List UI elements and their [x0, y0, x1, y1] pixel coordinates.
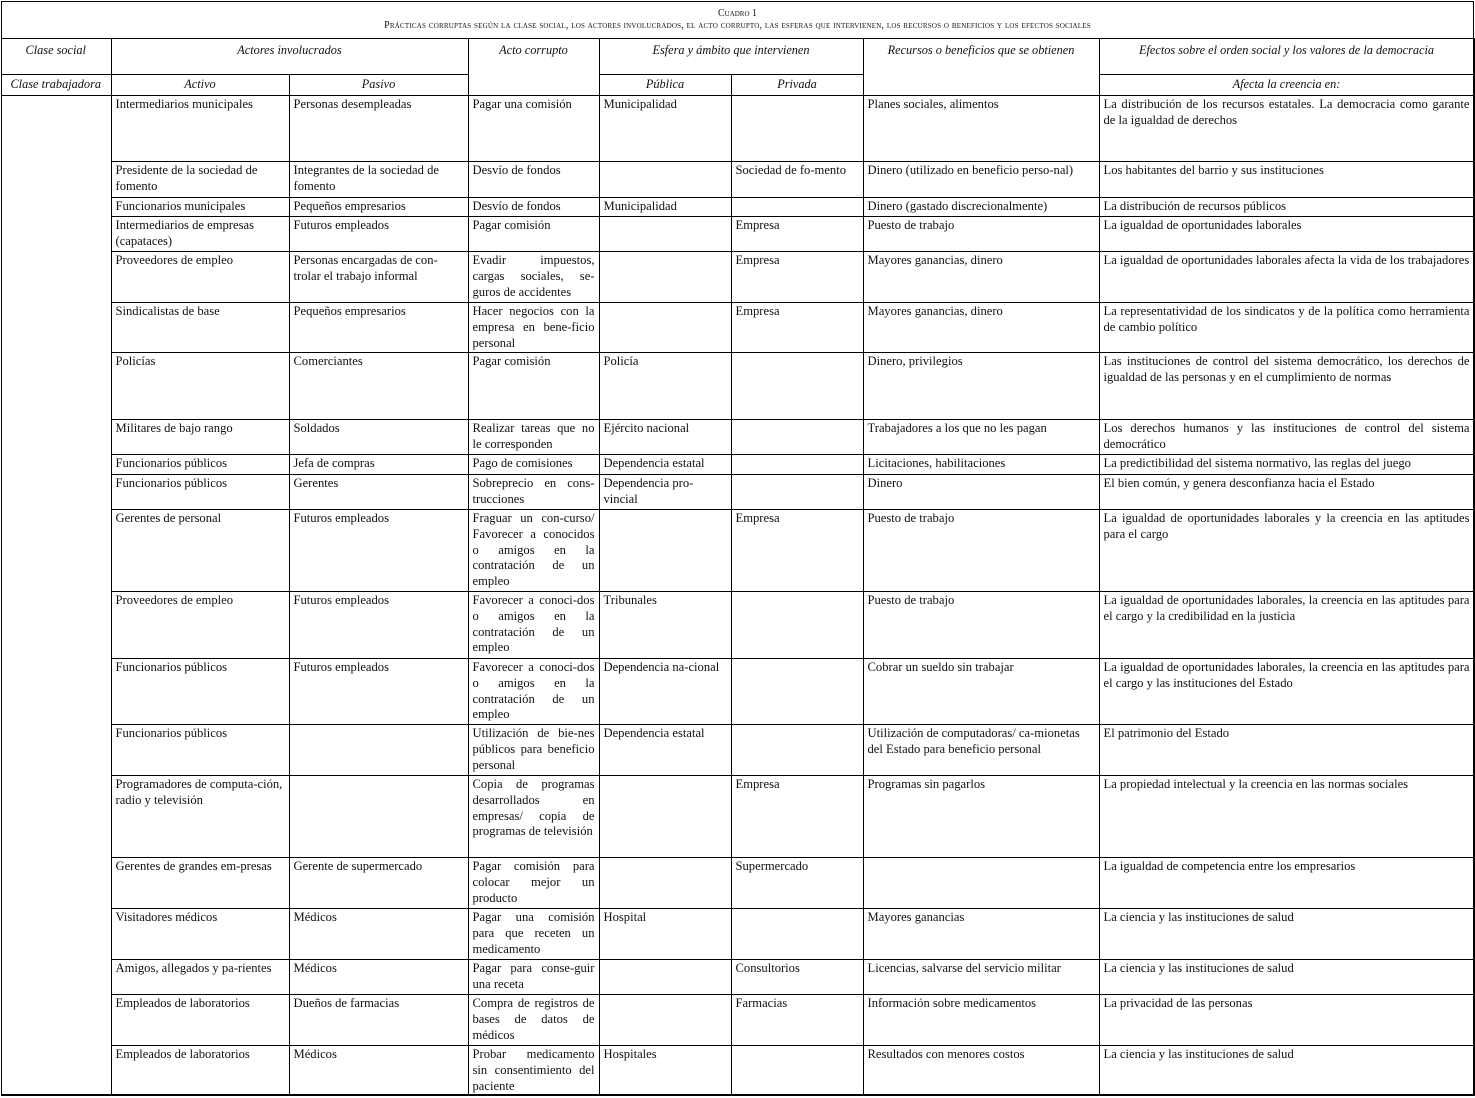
cell-pasivo: Gerente de supermercado [289, 858, 468, 909]
cell-privada: Empresa [731, 217, 863, 252]
cell-activo: Militares de bajo rango [111, 420, 289, 455]
cell-efectos: La igualdad de competencia entre los empresarios [1099, 858, 1474, 909]
cell-pasivo [289, 725, 468, 776]
cell-publica: Ejército nacional [599, 420, 731, 455]
header-clase-trabajadora: Clase trabajadora [1, 75, 111, 96]
cell-activo: Intermediarios municipales [111, 96, 289, 162]
cell-publica: Municipalidad [599, 96, 731, 162]
cell-efectos: La igualdad de oportunidades laborales, la creencia en las aptitudes para el cargo y la credibilidad en la justicia [1099, 592, 1474, 659]
header-activo: Activo [111, 75, 289, 96]
cell-recursos: Resultados con menores costos [863, 1046, 1099, 1096]
cell-activo: Funcionarios municipales [111, 198, 289, 217]
cell-pasivo: Futuros empleados [289, 217, 468, 252]
cell-efectos: La ciencia y las instituciones de salud [1099, 1046, 1474, 1096]
cell-pasivo: Integrantes de la sociedad de fomento [289, 162, 468, 198]
table-row [1, 960, 1474, 995]
cell-efectos: La igualdad de oportunidades laborales, la creencia en las aptitudes para el cargo y las instituciones del Estado [1099, 659, 1474, 725]
cell-pasivo: Comerciantes [289, 353, 468, 420]
table-row [1, 96, 1474, 162]
cell-acto: Evadir impuestos, cargas sociales, se-guros de accidentes [468, 252, 599, 303]
cell-efectos: La distribución de los recursos estatales. La democracia como garante de la igualdad de derechos [1099, 96, 1474, 162]
cell-acto: Fraguar un con-curso/ Favorecer a conocidos o amigos en la contratación de un empleo [468, 510, 599, 592]
cell-acto: Pagar una comisión para que receten un medicamento [468, 909, 599, 960]
cell-privada [731, 475, 863, 510]
cell-recursos: Programas sin pagarlos [863, 776, 1099, 858]
cell-pasivo: Futuros empleados [289, 592, 468, 659]
cell-publica: Policía [599, 353, 731, 420]
cell-privada [731, 96, 863, 162]
cell-activo: Gerentes de personal [111, 510, 289, 592]
cell-privada: Empresa [731, 510, 863, 592]
table-row [1, 725, 1474, 776]
cell-privada: Empresa [731, 776, 863, 858]
cell-privada [731, 198, 863, 217]
cell-efectos: La predictibilidad del sistema normativo, las reglas del juego [1099, 455, 1474, 475]
cell-efectos: La ciencia y las instituciones de salud [1099, 909, 1474, 960]
cell-recursos: Licencias, salvarse del servicio militar [863, 960, 1099, 995]
cell-acto: Compra de registros de bases de datos de médicos [468, 995, 599, 1046]
cell-pasivo: Personas encargadas de con-trolar el trabajo informal [289, 252, 468, 303]
header-privada: Privada [731, 75, 863, 96]
cell-publica [599, 960, 731, 995]
cell-efectos: La representatividad de los sindicatos y de la política como herramienta de cambio político [1099, 303, 1474, 353]
cell-privada [731, 353, 863, 420]
cell-pasivo: Médicos [289, 909, 468, 960]
table-row [1, 455, 1474, 475]
cell-activo: Empleados de laboratorios [111, 1046, 289, 1096]
cell-privada: Sociedad de fo-mento [731, 162, 863, 198]
caption-title: Cuadro 1 [717, 8, 758, 19]
header-actores: Actores involucrados [111, 39, 468, 75]
table-page [1, 1, 1474, 1095]
cell-activo: Funcionarios públicos [111, 725, 289, 776]
header-pasivo: Pasivo [289, 75, 468, 96]
cell-recursos: Mayores ganancias, dinero [863, 252, 1099, 303]
cell-pasivo [289, 776, 468, 858]
table-row [1, 353, 1474, 420]
header-afecta: Afecta la creencia en: [1099, 75, 1474, 96]
cell-efectos: La ciencia y las instituciones de salud [1099, 960, 1474, 995]
table-body [1, 96, 1474, 1096]
table-row [1, 217, 1474, 252]
cell-acto: Utilización de bie-nes públicos para beneficio personal [468, 725, 599, 776]
cell-efectos: La igualdad de oportunidades laborales afecta la vida de los trabajadores [1099, 252, 1474, 303]
cell-activo: Policías [111, 353, 289, 420]
cell-publica: Dependencia estatal [599, 455, 731, 475]
cell-publica [599, 858, 731, 909]
cell-recursos: Mayores ganancias, dinero [863, 303, 1099, 353]
cell-acto: Copia de programas desarrollados en empresas/ copia de programas de televisión [468, 776, 599, 858]
cell-pasivo: Gerentes [289, 475, 468, 510]
cell-pasivo: Futuros empleados [289, 510, 468, 592]
cell-privada [731, 455, 863, 475]
table-row [1, 1046, 1474, 1096]
cell-recursos: Utilización de computadoras/ ca-mionetas del Estado para beneficio personal [863, 725, 1099, 776]
cell-recursos: Trabajadores a los que no les pagan [863, 420, 1099, 455]
cell-recursos: Información sobre medicamentos [863, 995, 1099, 1046]
cell-recursos: Puesto de trabajo [863, 217, 1099, 252]
cell-acto: Hacer negocios con la empresa en bene-ficio personal [468, 303, 599, 353]
table-row [1, 475, 1474, 510]
cell-publica [599, 776, 731, 858]
table-row [1, 776, 1474, 858]
caption-subtitle: Prácticas corruptas según la clase social, los actores involucrados, el acto corrupto, las esferas que intervienen, los recursos o beneficios y los efectos sociales [384, 20, 1091, 31]
cell-efectos: Los derechos humanos y las instituciones de control del sistema democrático [1099, 420, 1474, 455]
cell-activo: Proveedores de empleo [111, 252, 289, 303]
cell-efectos: El patrimonio del Estado [1099, 725, 1474, 776]
cell-publica: Municipalidad [599, 198, 731, 217]
corruption-practices-table [1, 38, 1475, 1096]
cell-recursos: Mayores ganancias [863, 909, 1099, 960]
cell-privada: Supermercado [731, 858, 863, 909]
header-publica: Pública [599, 75, 731, 96]
cell-efectos: La igualdad de oportunidades laborales y la creencia en las aptitudes para el cargo [1099, 510, 1474, 592]
cell-efectos: La privacidad de las personas [1099, 995, 1474, 1046]
table-row [1, 303, 1474, 353]
cell-acto: Favorecer a conoci-dos o amigos en la contratación de un empleo [468, 659, 599, 725]
cell-publica [599, 510, 731, 592]
cell-acto: Pago de comisiones [468, 455, 599, 475]
table-row [1, 858, 1474, 909]
cell-publica [599, 303, 731, 353]
header-efectos: Efectos sobre el orden social y los valores de la democracia [1099, 39, 1474, 75]
cell-privada [731, 909, 863, 960]
cell-pasivo: Futuros empleados [289, 659, 468, 725]
cell-acto: Pagar para conse-guir una receta [468, 960, 599, 995]
cell-publica: Dependencia estatal [599, 725, 731, 776]
cell-recursos: Dinero (gastado discrecionalmente) [863, 198, 1099, 217]
cell-activo: Intermediarios de empresas (capataces) [111, 217, 289, 252]
table-row [1, 252, 1474, 303]
table-row [1, 162, 1474, 198]
cell-activo: Funcionarios públicos [111, 659, 289, 725]
cell-privada [731, 659, 863, 725]
cell-efectos: La igualdad de oportunidades laborales [1099, 217, 1474, 252]
cell-activo: Empleados de laboratorios [111, 995, 289, 1046]
table-row [1, 510, 1474, 592]
cell-acto: Realizar tareas que no le corresponden [468, 420, 599, 455]
cell-efectos: La propiedad intelectual y la creencia en las normas sociales [1099, 776, 1474, 858]
header-recursos: Recursos o beneficios que se obtienen [863, 39, 1099, 96]
cell-pasivo: Pequeños empresarios [289, 303, 468, 353]
cell-acto: Probar medicamento sin consentimiento del paciente [468, 1046, 599, 1096]
cell-privada: Empresa [731, 252, 863, 303]
cell-publica: Hospital [599, 909, 731, 960]
header-esfera: Esfera y ámbito que intervienen [599, 39, 863, 75]
cell-pasivo: Pequeños empresarios [289, 198, 468, 217]
cell-pasivo: Dueños de farmacias [289, 995, 468, 1046]
cell-acto: Pagar comisión [468, 353, 599, 420]
cell-publica: Dependencia pro-vincial [599, 475, 731, 510]
cell-clase-social [1, 96, 111, 1096]
table-row [1, 995, 1474, 1046]
table-row [1, 592, 1474, 659]
cell-acto: Desvío de fondos [468, 162, 599, 198]
cell-activo: Presidente de la sociedad de fomento [111, 162, 289, 198]
cell-acto: Pagar comisión para colocar mejor un producto [468, 858, 599, 909]
cell-recursos: Dinero [863, 475, 1099, 510]
cell-efectos: El bien común, y genera desconfianza hacia el Estado [1099, 475, 1474, 510]
cell-recursos: Dinero, privilegios [863, 353, 1099, 420]
cell-efectos: Los habitantes del barrio y sus instituciones [1099, 162, 1474, 198]
table-row [1, 198, 1474, 217]
cell-recursos: Planes sociales, alimentos [863, 96, 1099, 162]
table-row [1, 909, 1474, 960]
cell-publica [599, 162, 731, 198]
table-row [1, 420, 1474, 455]
cell-publica: Tribunales [599, 592, 731, 659]
cell-pasivo: Jefa de compras [289, 455, 468, 475]
cell-activo: Amigos, allegados y pa-rientes [111, 960, 289, 995]
cell-activo: Gerentes de grandes em-presas [111, 858, 289, 909]
cell-publica [599, 995, 731, 1046]
cell-activo: Proveedores de empleo [111, 592, 289, 659]
cell-efectos: La distribución de recursos públicos [1099, 198, 1474, 217]
cell-publica: Dependencia na-cional [599, 659, 731, 725]
cell-recursos: Licitaciones, habilitaciones [863, 455, 1099, 475]
cell-publica: Hospitales [599, 1046, 731, 1096]
cell-acto: Pagar una comisión [468, 96, 599, 162]
cell-recursos: Puesto de trabajo [863, 510, 1099, 592]
cell-acto: Sobreprecio en cons-trucciones [468, 475, 599, 510]
cell-acto: Pagar comisión [468, 217, 599, 252]
cell-recursos: Dinero (utilizado en beneficio perso-nal) [863, 162, 1099, 198]
cell-activo: Visitadores médicos [111, 909, 289, 960]
cell-pasivo: Soldados [289, 420, 468, 455]
cell-recursos: Cobrar un sueldo sin trabajar [863, 659, 1099, 725]
cell-pasivo: Médicos [289, 960, 468, 995]
cell-recursos: Puesto de trabajo [863, 592, 1099, 659]
table-caption [2, 2, 1473, 32]
cell-recursos [863, 858, 1099, 909]
cell-privada [731, 725, 863, 776]
cell-acto: Desvío de fondos [468, 198, 599, 217]
cell-privada: Consultorios [731, 960, 863, 995]
cell-activo: Funcionarios públicos [111, 475, 289, 510]
cell-efectos: Las instituciones de control del sistema democrático, los derechos de igualdad de las personas y en el cumplimiento de normas [1099, 353, 1474, 420]
header-clase-social: Clase social [1, 39, 111, 75]
cell-privada [731, 1046, 863, 1096]
cell-privada: Empresa [731, 303, 863, 353]
table-row [1, 659, 1474, 725]
cell-privada: Farmacias [731, 995, 863, 1046]
cell-publica [599, 217, 731, 252]
header-acto: Acto corrupto [468, 39, 599, 96]
cell-activo: Sindicalistas de base [111, 303, 289, 353]
cell-acto: Favorecer a conoci-dos o amigos en la contratación de un empleo [468, 592, 599, 659]
cell-publica [599, 252, 731, 303]
cell-activo: Programadores de computa-ción, radio y televisión [111, 776, 289, 858]
cell-privada [731, 592, 863, 659]
cell-privada [731, 420, 863, 455]
cell-pasivo: Personas desempleadas [289, 96, 468, 162]
cell-pasivo: Médicos [289, 1046, 468, 1096]
cell-activo: Funcionarios públicos [111, 455, 289, 475]
